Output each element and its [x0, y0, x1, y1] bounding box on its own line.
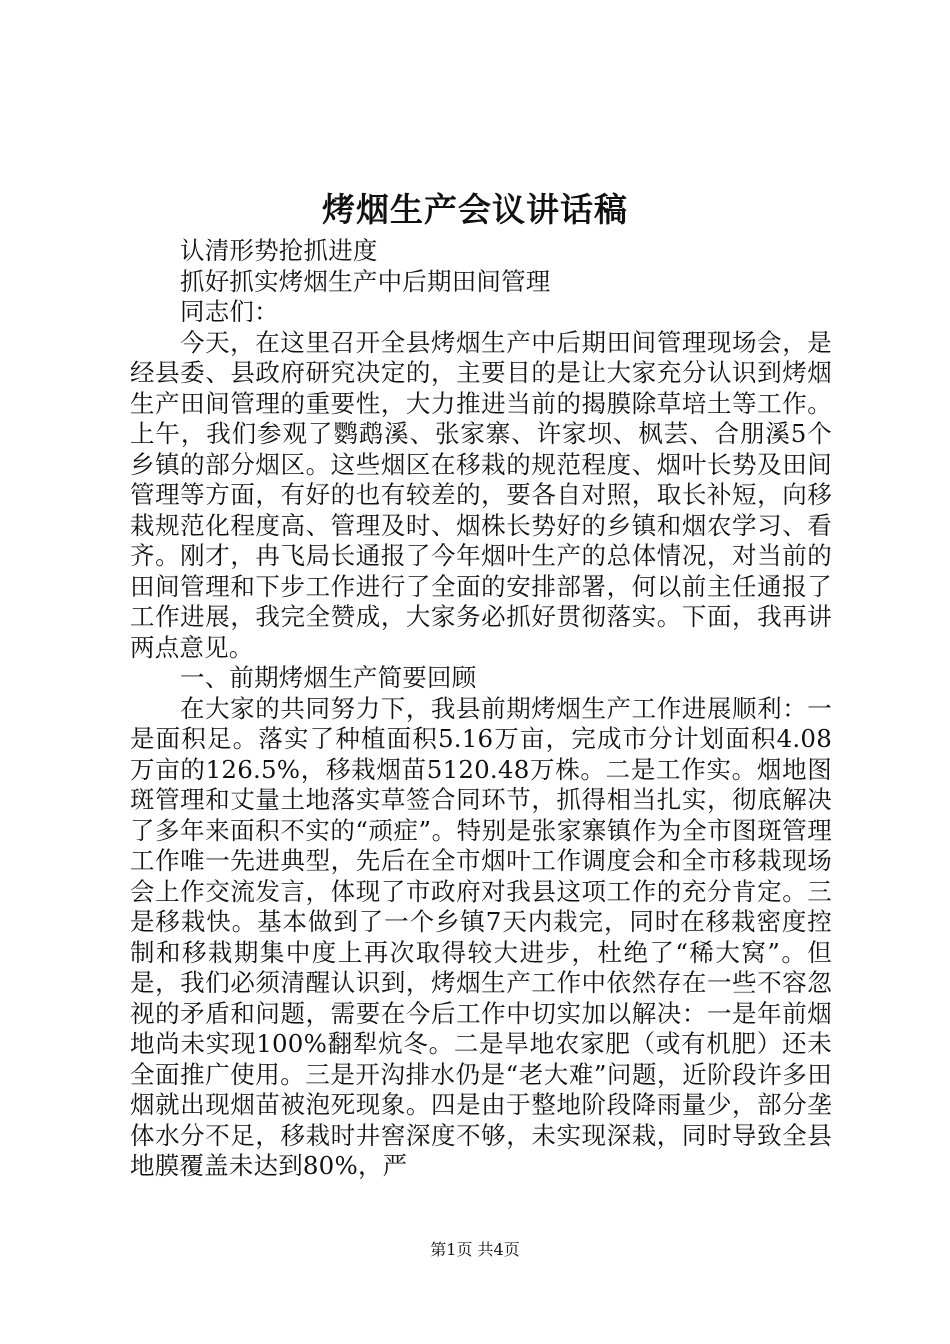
salutation: 同志们：: [180, 297, 279, 326]
section-heading-1: 一、前期烤烟生产简要回顾: [180, 663, 477, 692]
document-title: 烤烟生产会议讲话稿: [322, 190, 628, 229]
document-body: [130, 236, 832, 1182]
subtitle-line-1: 认清形势抢抓进度: [180, 236, 378, 265]
page-footer: 第1页 共4页: [430, 1240, 520, 1259]
body-paragraph-intro: 今天，在这里召开全县烤烟生产中后期田间管理现场会，是经县委、县政府研究决定的，主要目的是让大家充分认识到烤烟生产田间管理的重要性，大力推进当前的揭膜除草培土等工作。上午，我们参观了鹦鹉溪、张家寨、许家坝、枫芸、合朋溪5个乡镇的部分烟区。这些烟区在移栽的规范程度、烟叶长势及田间管理等方面，有好的也有较差的，要各自对照，取长补短，向移栽规范化程度高、管理及时、烟株长势好的乡镇和烟农学习、看齐。刚才，冉飞局长通报了今年烟叶生产的总体情况，对当前的田间管理和下步工作进行了全面的安排部署，何以前主任通报了工作进展，我完全赞成，大家务必抓好贯彻落实。下面，我再讲两点意见。: [130, 327, 832, 662]
body-paragraph-review: 在大家的共同努力下，我县前期烤烟生产工作进展顺利：一是面积足。落实了种植面积5.16万亩，完成市分计划面积4.08万亩的126.5%，移栽烟苗5120.48万株。二是工作实。烟地图斑管理和丈量土地落实草签合同环节，抓得相当扎实，彻底解决了多年来面积不实的“顽症”。特别是张家寨镇作为全市图斑管理工作唯一先进典型，先后在全市烟叶工作调度会和全市移栽现场会上作交流发言，体现了市政府对我县这项工作的充分肯定。三是移栽快。基本做到了一个乡镇7天内栽完，同时在移栽密度控制和移栽期集中度上再次取得较大进步，杜绝了“稀大窝”。但是，我们必须清醒认识到，烤烟生产工作中依然存在一些不容忽视的矛盾和问题，需要在今后工作中切实加以解决：一是年前烟地尚未实现100%翻犁炕冬。二是旱地农家肥（或有机肥）还未全面推广使用。三是开沟排水仍是“老大难”问题，近阶段许多田烟就出现烟苗被泡死现象。四是由于整地阶段降雨量少，部分垄体水分不足，移栽时井窖深度不够，未实现深栽，同时导致全县地膜覆盖未达到80%，严: [130, 693, 832, 1180]
subtitle-line-2: 抓好抓实烤烟生产中后期田间管理: [180, 266, 551, 296]
